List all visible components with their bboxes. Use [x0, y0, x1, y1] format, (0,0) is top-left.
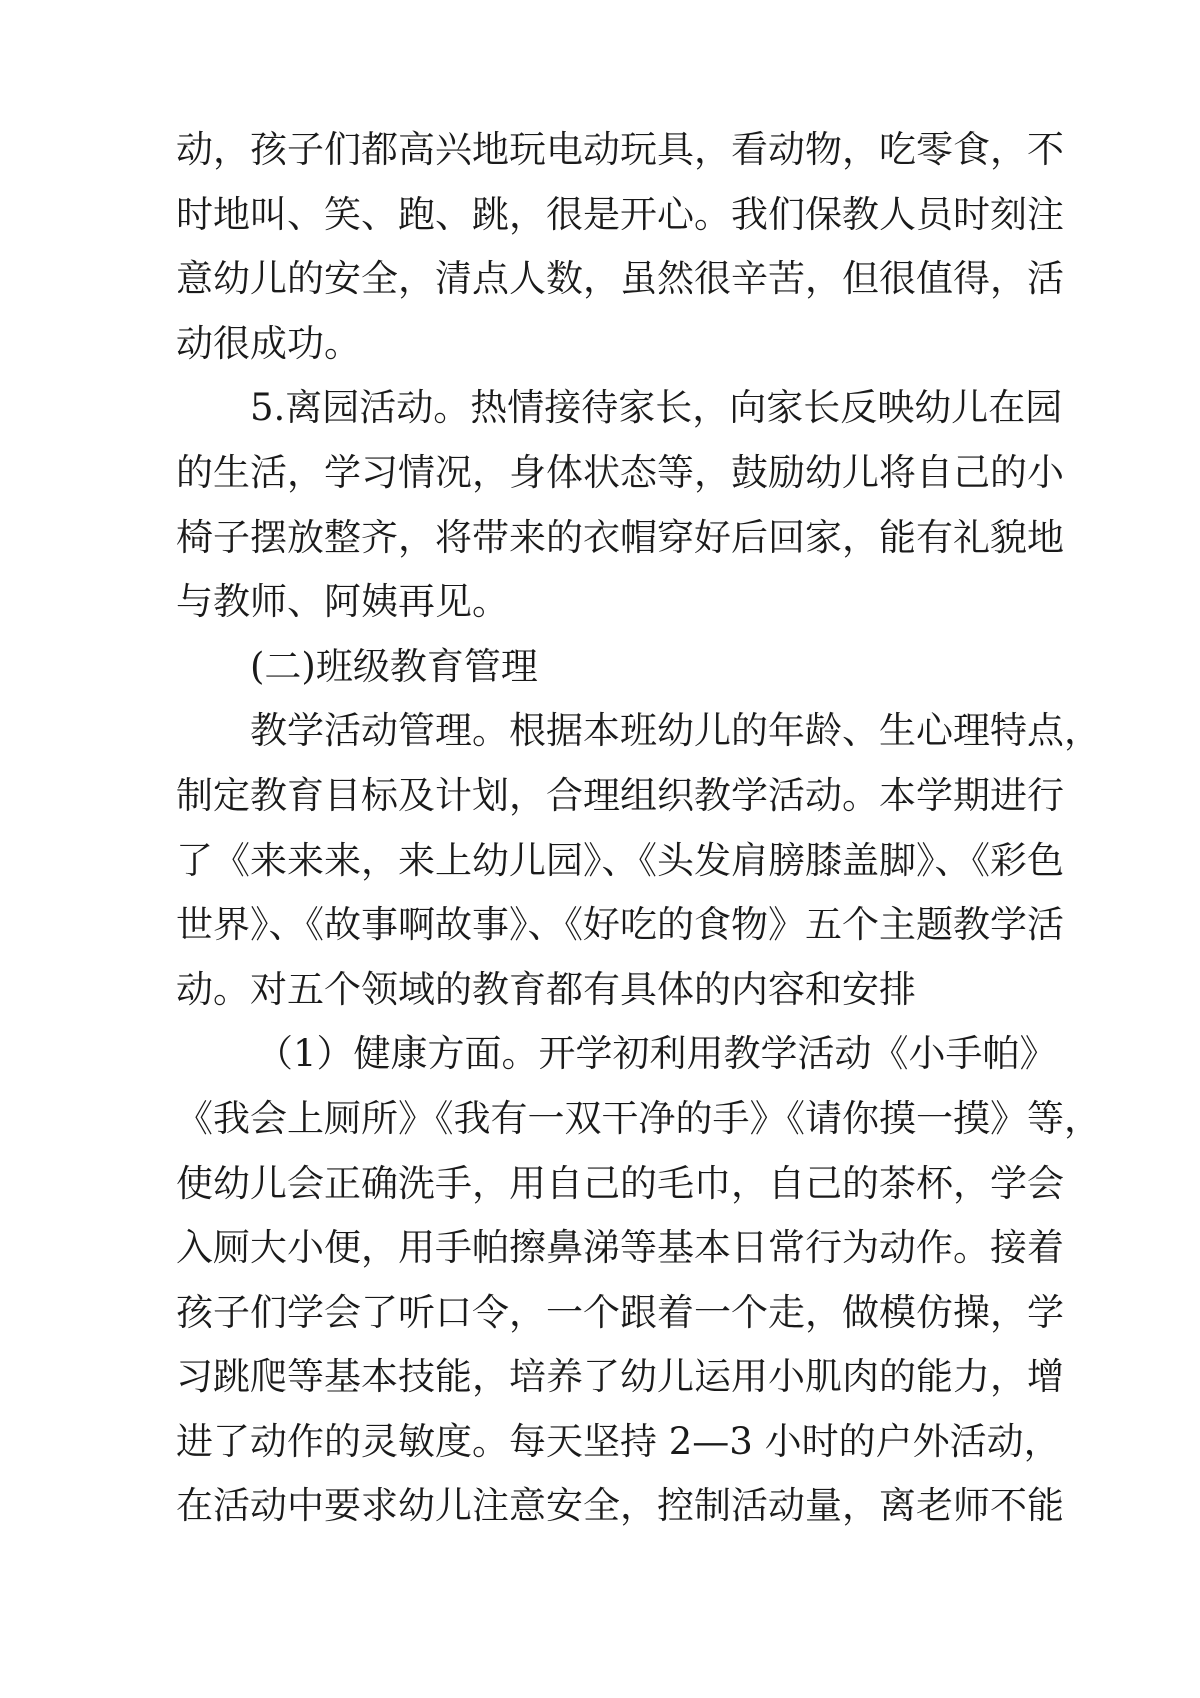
text-line: 世界》、《故事啊故事》、《好吃的食物》五个主题教学活	[176, 903, 1064, 947]
text-line: （1）健康方面。开学初利用教学活动《小手帕》	[256, 1032, 1057, 1076]
text-line: 进了动作的灵敏度。每天坚持 2—3 小时的户外活动，	[176, 1419, 1061, 1463]
text-line: 了《来来来，来上幼儿园》、《头发肩膀膝盖脚》、《彩色	[176, 838, 1064, 882]
text-line: 椅子摆放整齐，将带来的衣帽穿好后回家，能有礼貌地	[176, 515, 1064, 559]
text-line: 动。对五个领域的教育都有具体的内容和安排	[176, 967, 916, 1011]
section-heading: (二)班级教育管理	[250, 644, 538, 688]
text-line: 意幼儿的安全，清点人数，虽然很辛苦，但很值得，活	[176, 257, 1064, 301]
document-body	[176, 118, 1101, 1539]
text-line: 动很成功。	[176, 321, 361, 365]
text-line: 动，孩子们都高兴地玩电动玩具，看动物，吃零食，不	[176, 128, 1064, 171]
text-line: 5.离园活动。热情接待家长，向家长反映幼儿在园	[250, 386, 1063, 430]
text-line: 制定教育目标及计划，合理组织教学活动。本学期进行	[176, 773, 1064, 817]
text-line: 时地叫、笑、跑、跳，很是开心。我们保教人员时刻注	[176, 192, 1064, 236]
text-line: 孩子们学会了听口令，一个跟着一个走，做模仿操，学	[176, 1290, 1064, 1334]
text-line: 教学活动管理。根据本班幼儿的年龄、生心理特点，	[250, 709, 1101, 753]
text-line: 与教师、阿姨再见。	[176, 580, 509, 624]
text-line: 使幼儿会正确洗手，用自己的毛巾，自己的茶杯，学会	[176, 1161, 1064, 1205]
text-line: 的生活，学习情况，身体状态等，鼓励幼儿将自己的小	[176, 450, 1064, 494]
text-line: 《我会上厕所》《我有一双干净的手》《请你摸一摸》等，	[176, 1096, 1101, 1140]
text-line: 在活动中要求幼儿注意安全，控制活动量，离老师不能	[176, 1484, 1064, 1528]
text-line: 习跳爬等基本技能，培养了幼儿运用小肌肉的能力，增	[176, 1355, 1064, 1399]
text-line: 入厕大小便，用手帕擦鼻涕等基本日常行为动作。接着	[176, 1226, 1064, 1270]
